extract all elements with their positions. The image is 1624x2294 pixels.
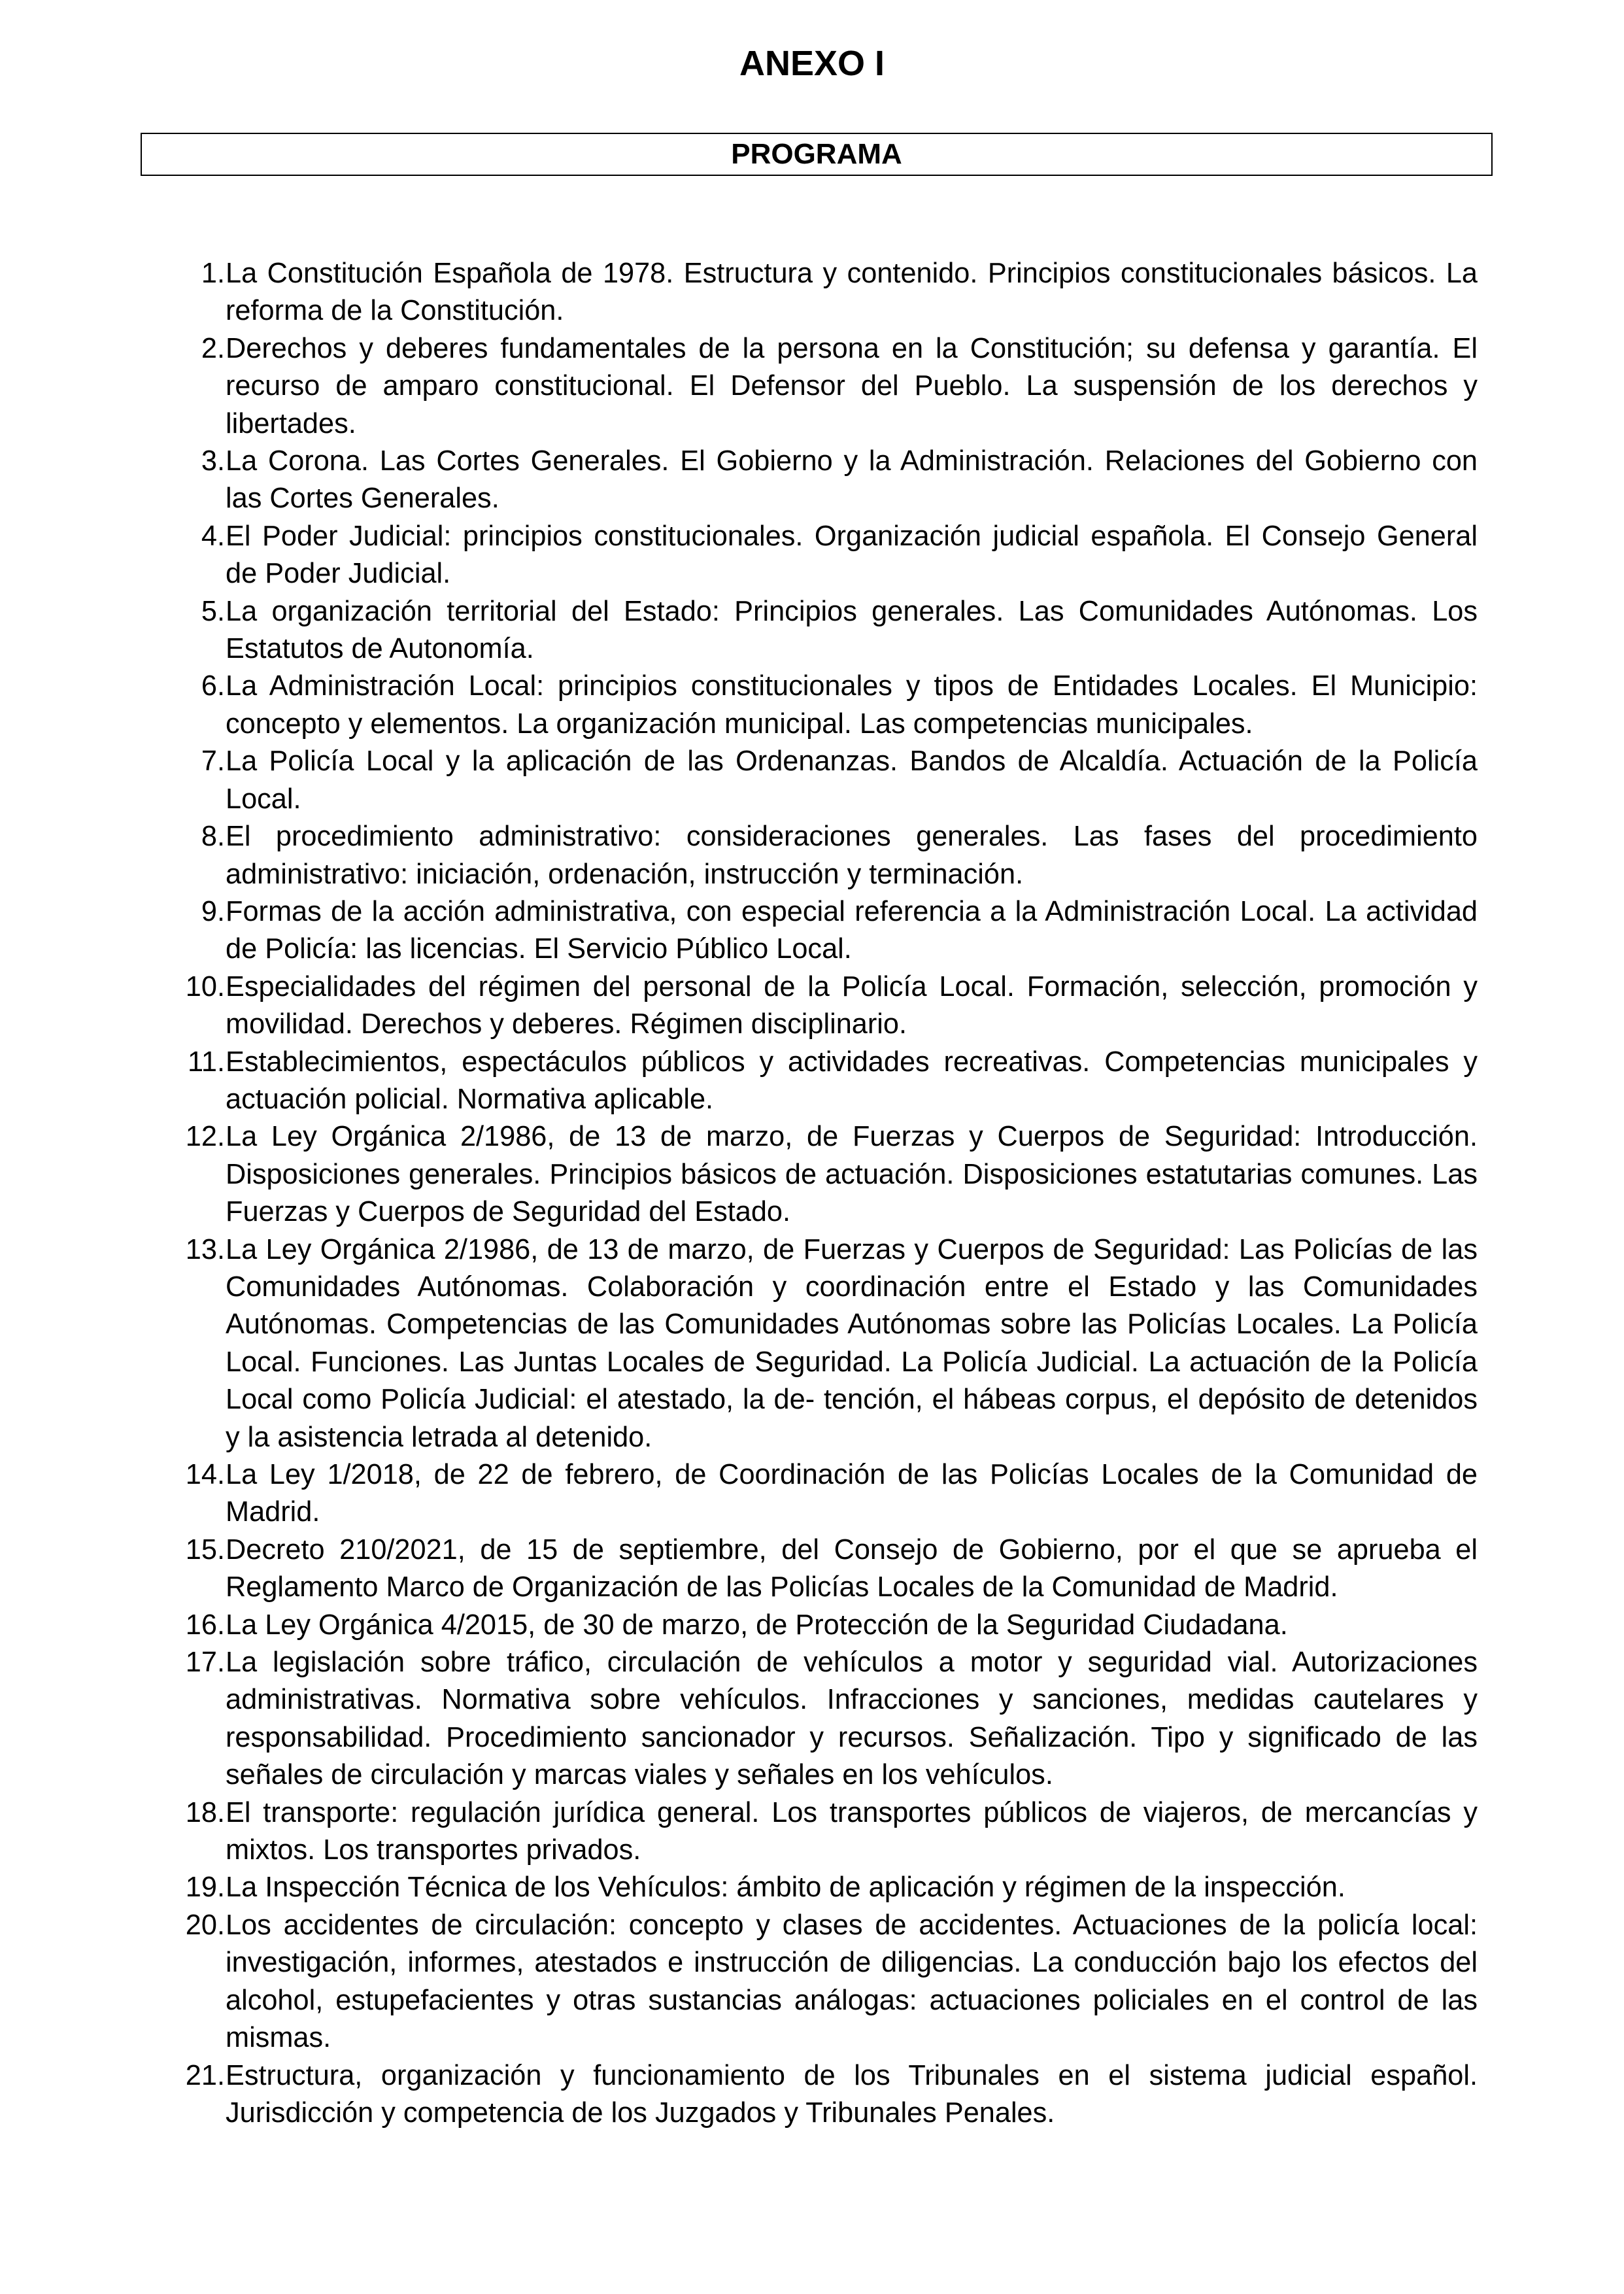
list-item-text: Decreto 210/2021, de 15 de septiembre, del Consejo de Gobierno, por el que se aprueba el Reglamento Marco de Organización de las Policías Locales de la Comunidad de Madrid. [226, 1533, 1478, 1603]
list-item-number: 18. [185, 1796, 225, 1828]
list-item-text: La legislación sobre tráfico, circulación de vehículos a motor y seguridad vial. Autorizaciones administrativas. Normativa sobre vehículos. Infracciones y sanciones, medidas cautelares y responsabilidad. Procedimiento sancionador y recursos. Señalización. Tipo y significado de las señales de circulación y marcas viales y señales en los vehículos. [226, 1647, 1478, 1791]
list-item-number: 2. [201, 332, 225, 364]
list-item [157, 1118, 1478, 1231]
list-item [157, 518, 1478, 593]
list-item [157, 443, 1478, 518]
list-item [157, 1231, 1478, 1456]
list-item-number: 16. [185, 1609, 225, 1641]
list-item-text: La Ley 1/2018, de 22 de febrero, de Coordinación de las Policías Locales de la Comunidad de Madrid. [226, 1459, 1478, 1528]
list-item-number: 6. [201, 670, 225, 702]
list-item [157, 1532, 1478, 1607]
list-item [157, 1644, 1478, 1794]
list-item-number: 21. [185, 2059, 225, 2091]
list-item-number: 17. [185, 1647, 225, 1679]
list-item [157, 330, 1478, 443]
list-item-text: La Ley Orgánica 2/1986, de 13 de marzo, de Fuerzas y Cuerpos de Seguridad: Las Policías de las Comunidades Autónomas. Colaboración y coordinación entre el Estado y las Comunidades Autónomas. Competencias de las Comunidades Autónomas sobre las Policías Locales. La Policía Local. Funciones. Las Juntas Locales de Seguridad. La Policía Judicial. La actuación de la Policía Local como Policía Judicial: el atestado, la de- tención, el hábeas corpus, el depósito de detenidos y la asistencia letrada al detenido. [226, 1233, 1478, 1453]
list-item [157, 1607, 1478, 1644]
list-item-number: 14. [185, 1459, 225, 1490]
list-item-text: Establecimientos, espectáculos públicos y actividades recreativas. Competencias municipales y actuación policial. Normativa aplicable. [226, 1046, 1478, 1115]
list-item [157, 968, 1478, 1044]
list-item-number: 8. [201, 821, 225, 853]
list-item-number: 12. [185, 1121, 225, 1153]
list-item-number: 3. [201, 445, 225, 477]
list-item-text: Especialidades del régimen del personal de la Policía Local. Formación, selección, promoción y movilidad. Derechos y deberes. Régimen disciplinario. [226, 970, 1478, 1040]
list-item-text: La Ley Orgánica 2/1986, de 13 de marzo, de Fuerzas y Cuerpos de Seguridad: Introducción. Disposiciones generales. Principios básicos de actuación. Disposiciones estatutarias comunes. Las Fuerzas y Cuerpos de Seguridad del Estado. [226, 1121, 1478, 1228]
list-item-number: 20. [185, 1909, 225, 1941]
list-item-text: La Inspección Técnica de los Vehículos: ámbito de aplicación y régimen de la inspección. [226, 1872, 1345, 1904]
list-item [157, 593, 1478, 668]
list-item-text: La Administración Local: principios constitucionales y tipos de Entidades Locales. El Municipio: concepto y elementos. La organización municipal. Las competencias municipales. [226, 670, 1478, 740]
list-item-text: Los accidentes de circulación: concepto y clases de accidentes. Actuaciones de la policía local: investigación, informes, atestados e instrucción de diligencias. La conducción bajo los efectos del alcohol, estupefacientes y otras sustancias análogas: actuaciones policiales en el control de las mismas. [226, 1909, 1478, 2054]
list-item-text: La Policía Local y la aplicación de las Ordenanzas. Bandos de Alcaldía. Actuación de la Policía Local. [226, 745, 1478, 815]
list-item-text: El Poder Judicial: principios constitucionales. Organización judicial española. El Consejo General de Poder Judicial. [226, 520, 1478, 590]
list-item [157, 255, 1478, 330]
list-item [157, 893, 1478, 968]
list-item [157, 1456, 1478, 1532]
list-item-text: La Ley Orgánica 4/2015, de 30 de marzo, de Protección de la Seguridad Ciudadana. [226, 1609, 1288, 1641]
list-item-number: 10. [185, 970, 225, 1002]
list-item-number: 1. [201, 258, 225, 289]
list-item-number: 5. [201, 595, 225, 627]
section-header-label: PROGRAMA [731, 138, 902, 170]
list-item-text: El procedimiento administrativo: consideraciones generales. Las fases del procedimiento administrativo: iniciación, ordenación, instrucción y terminación. [226, 821, 1478, 890]
page-title: ANEXO I [739, 44, 885, 83]
list-item-text: La organización territorial del Estado: Principios generales. Las Comunidades Autónomas. Los Estatutos de Autonomía. [226, 595, 1478, 665]
list-item-text: La Corona. Las Cortes Generales. El Gobierno y la Administración. Relaciones del Gobierno con las Cortes Generales. [226, 445, 1478, 515]
list-item [157, 1794, 1478, 1870]
list-item-text: Derechos y deberes fundamentales de la persona en la Constitución; su defensa y garantía. El recurso de amparo constitucional. El Defensor del Pueblo. La suspensión de los derechos y libertades. [226, 332, 1478, 439]
list-item [157, 2057, 1478, 2132]
list-item-number: 7. [201, 745, 225, 778]
list-item-text: El transporte: regulación jurídica general. Los transportes públicos de viajeros, de mercancías y mixtos. Los transportes privados. [226, 1796, 1478, 1866]
list-item [157, 668, 1478, 743]
list-item [157, 1869, 1478, 1906]
list-item-text: Estructura, organización y funcionamiento de los Tribunales en el sistema judicial español. Jurisdicción y competencia de los Juzgados y Tribunales Penales. [226, 2059, 1478, 2129]
list-item-number: 19. [185, 1872, 225, 1904]
list-item-text: La Constitución Española de 1978. Estructura y contenido. Principios constitucionales básicos. La reforma de la Constitución. [226, 258, 1478, 327]
list-item-number: 11. [188, 1046, 225, 1078]
list-item-text: Formas de la acción administrativa, con especial referencia a la Administración Local. La actividad de Policía: las licencias. El Servicio Público Local. [226, 895, 1478, 965]
list-item [157, 818, 1478, 893]
list-item [157, 1044, 1478, 1119]
list-item-number: 15. [185, 1533, 225, 1566]
list-item-number: 9. [201, 895, 225, 927]
topic-list [157, 255, 1478, 2132]
list-item [157, 1907, 1478, 2057]
list-item [157, 743, 1478, 818]
list-item-number: 13. [185, 1233, 225, 1265]
section-header-box [141, 133, 1493, 176]
list-item-number: 4. [201, 520, 225, 552]
